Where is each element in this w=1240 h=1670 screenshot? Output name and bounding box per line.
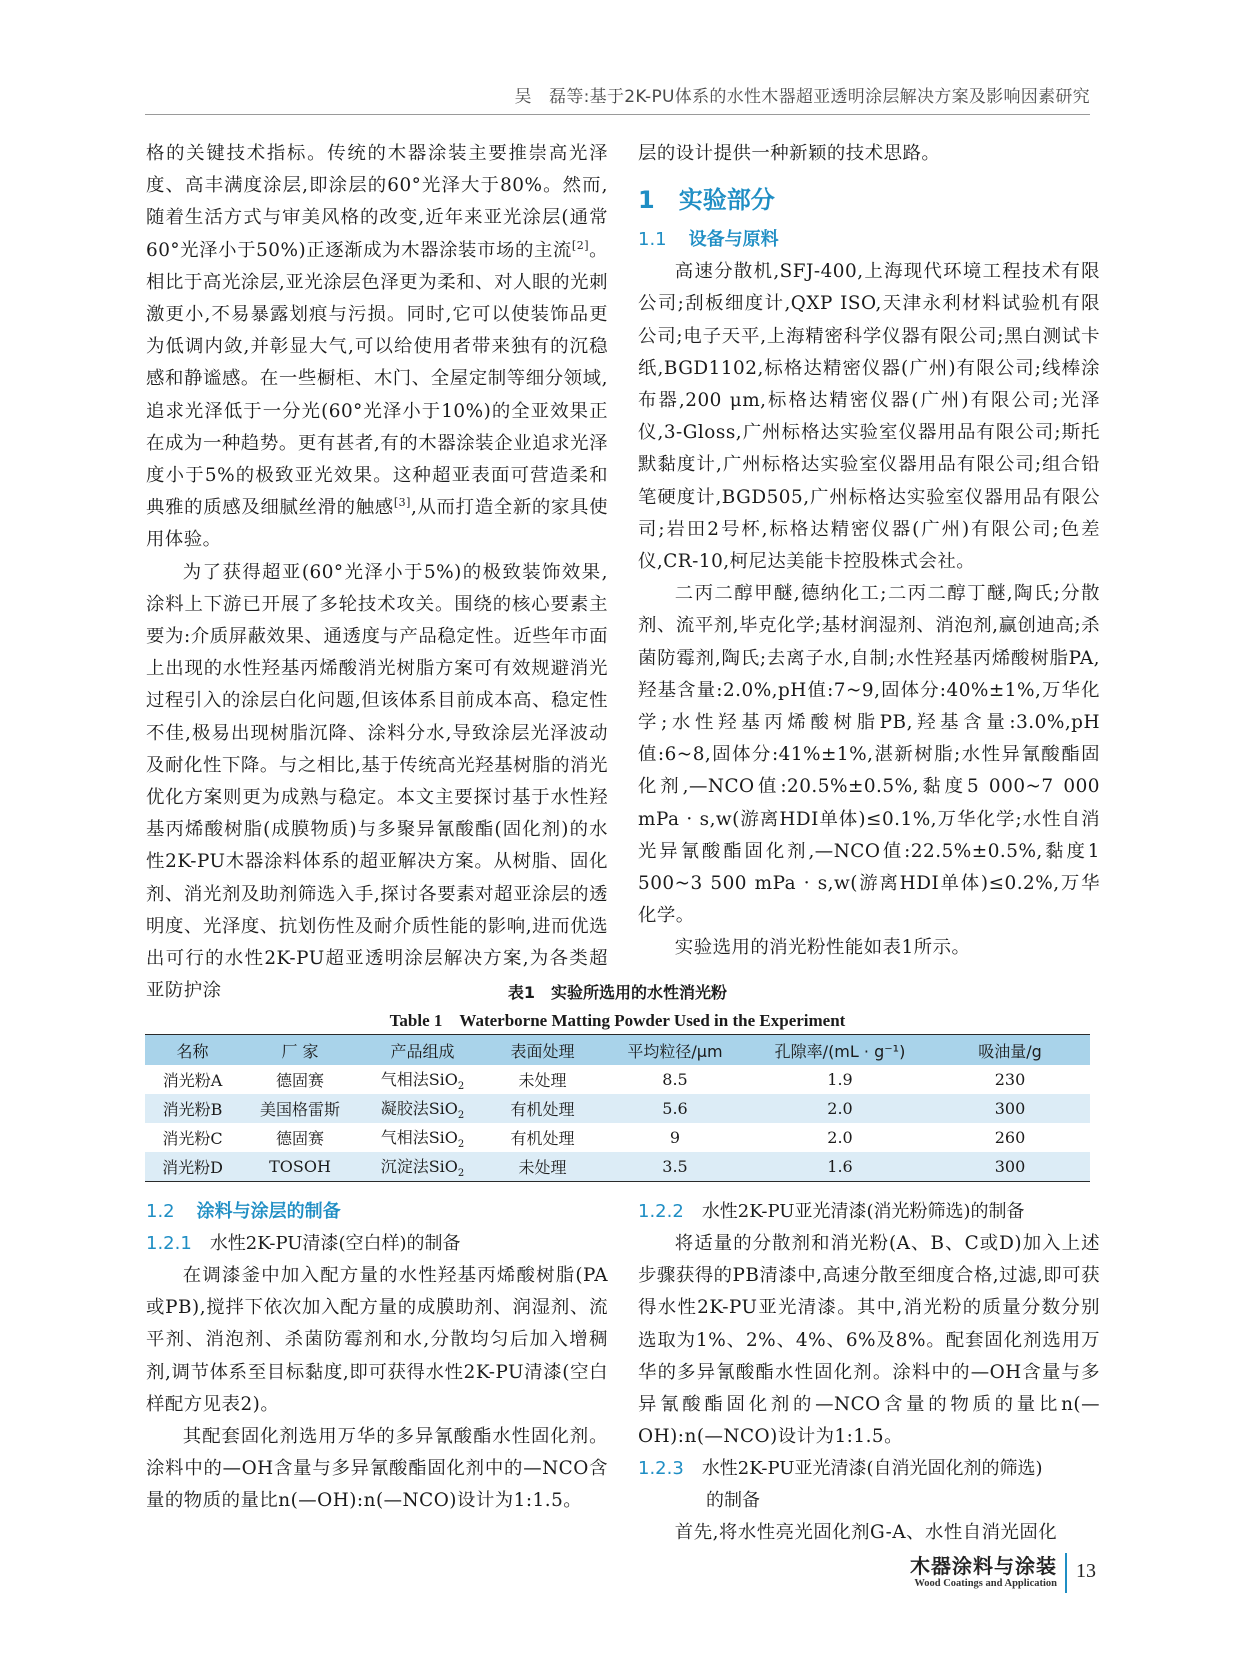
cell-text: 沉淀法SiO [380, 1156, 458, 1176]
paragraph-intro-end: 层的设计提供一种新颖的技术思路。 [638, 143, 941, 164]
table-cell: 美国格雷斯 [240, 1094, 360, 1123]
column-header: 平均粒径/μm [600, 1035, 750, 1066]
table-cell [360, 1152, 485, 1182]
table-cell: 未处理 [485, 1152, 600, 1182]
section-heading-1-2-2 [638, 1196, 1100, 1228]
table-cell: 消光粉D [145, 1152, 240, 1182]
section-heading-1-2-1 [146, 1228, 608, 1260]
cell-text: 凝胶法SiO [380, 1098, 458, 1118]
section-heading-1-2 [146, 1196, 608, 1228]
page-number: 13 [1076, 1560, 1096, 1582]
table-row [145, 1094, 1090, 1123]
right-column-bottom [638, 1196, 1100, 1550]
section-title: 水性2K-PU亚光清漆(自消光固化剂的筛选) [701, 1458, 1043, 1480]
section-heading-1-1 [638, 224, 1100, 256]
journal-title-en: Wood Coatings and Application [914, 1578, 1057, 1589]
citation-ref[interactable]: [3] [393, 496, 411, 510]
header-rule [145, 114, 1090, 115]
paragraph-self-matte: 首先,将水性亮光固化剂G-A、水性自消光固化 [674, 1522, 1058, 1544]
table-cell: 260 [994, 1128, 1026, 1147]
text-span: ,从而打造全新的家具使用体验。 [146, 497, 608, 551]
right-column-top [638, 138, 1100, 965]
paragraph-matte-prep: 将适量的分散剂和消光粉(A、B、C或D)加入上述步骤获得的PB清漆中,高速分散至细度合格,过滤,即可获得水性2K-PU亚光清漆。其中,消光粉的质量分数分别选取为1%、2%、4%、6%及8%。配套固化剂选用万华的多异氰酸酯水性固化剂。涂料中的—OH含量与多异氰酸酯固化剂的—NCO含量的物质的量比n(—OH):n(—NCO)设计为1:1.5。 [638, 1233, 1100, 1448]
table-cell: 8.5 [662, 1070, 688, 1089]
paragraph-intro-1 [146, 138, 608, 557]
left-column-top [146, 138, 608, 1007]
table-cell: 德固赛 [275, 1129, 324, 1148]
table-cell: 1.6 [750, 1152, 930, 1182]
table-caption-en: Table 1 Waterborne Matting Powder Used in the Experiment [389, 1011, 846, 1030]
column-header: 名称 [145, 1035, 240, 1066]
table-cell: 有机处理 [510, 1129, 575, 1148]
citation-ref[interactable]: [2] [571, 238, 589, 252]
table-cell: TOSOH [240, 1152, 360, 1182]
section-number: 1 [638, 186, 655, 215]
column-header: 表面处理 [485, 1035, 600, 1066]
table-cell: 消光粉A [162, 1071, 223, 1090]
section-heading-1 [638, 180, 1100, 220]
section-title: 设备与原料 [688, 229, 779, 251]
section-number: 1.2.2 [638, 1201, 684, 1222]
subscript: 2 [457, 1139, 465, 1151]
table-cell: 300 [930, 1152, 1090, 1182]
table-cell: 有机处理 [485, 1094, 600, 1123]
subscript: 2 [457, 1081, 465, 1093]
table-cell: 德固赛 [275, 1071, 324, 1090]
paragraph-blank-prep: 在调漆釜中加入配方量的水性羟基丙烯酸树脂(PA或PB),搅拌下依次加入配方量的成膜助剂、润湿剂、流平剂、消泡剂、杀菌防霉剂和水,分散均匀后加入增稠剂,调节体系至目标黏度,即可获得水性2K-PU清漆(空白样配方见表2)。 [146, 1265, 608, 1415]
table-cell [360, 1123, 485, 1152]
paragraph-intro-2: 为了获得超亚(60°光泽小于5%)的极致装饰效果,涂料上下游已开展了多轮技术攻关。围绕的核心要素主要为:介质屏蔽效果、通透度与产品稳定性。近些年市面上出现的水性羟基丙烯酸消光树脂方案可有效规避消光过程引入的涂层白化问题,但该体系目前成本高、稳定性不佳,极易出现树脂沉降、涂料分水,导致涂层光泽波动及耐化性下降。与之相比,基于传统高光羟基树脂的消光优化方案则更为成熟与稳定。本文主要探讨基于水性羟基丙烯酸树脂(成膜物质)与多聚异氰酸酯(固化剂)的水性2K-PU木器涂料体系的超亚解决方案。从树脂、固化剂、消光剂及助剂筛选入手,探讨各要素对超亚涂层的透明度、光泽度、抗划伤性及耐介质性能的影响,进而优选出可行的水性2K-PU超亚透明涂层解决方案,为各类超亚防护涂 [146, 561, 608, 1002]
footer-divider [1065, 1553, 1067, 1593]
table-cell: 消光粉C [162, 1129, 223, 1148]
table-row [145, 1123, 1090, 1152]
table-cell: 2.0 [827, 1128, 853, 1147]
table-cell [360, 1094, 485, 1123]
section-title: 水性2K-PU清漆(空白样)的制备 [209, 1233, 461, 1254]
section-heading-1-2-3 [638, 1453, 1100, 1517]
paragraph-equipment: 高速分散机,SFJ-400,上海现代环境工程技术有限公司;刮板细度计,QXP ISO,天津永利材料试验机有限公司;电子天平,上海精密科学仪器有限公司;黑白测试卡纸,BGD1102,标格达精密仪器(广州)有限公司;线棒涂布器,200 μm,标格达精密仪器(广州)有限公司;光泽仪,3-Gloss,广州标格达实验室仪器用品有限公司;斯托默黏度计,广州标格达实验室仪器用品有限公司;组合铅笔硬度计,BGD505,广州标格达实验室仪器用品有限公司;岩田2号杯,标格达精密仪器(广州)有限公司;色差仪,CR-10,柯尼达美能卡控股株式会社。 [638, 261, 1100, 573]
table-cell: 未处理 [518, 1071, 567, 1090]
table-header-row [145, 1035, 1090, 1066]
section-number: 1.1 [638, 229, 667, 251]
cell-text: 气相法SiO [380, 1127, 458, 1147]
paragraph-table-ref: 实验选用的消光粉性能如表1所示。 [674, 937, 971, 959]
subscript: 2 [457, 1110, 465, 1122]
column-header: 厂 家 [240, 1035, 360, 1066]
section-number: 1.2 [146, 1201, 175, 1222]
table-cell: 3.5 [600, 1152, 750, 1182]
table-cell: 2.0 [750, 1094, 930, 1123]
table-cell: 5.6 [600, 1094, 750, 1123]
table-row [145, 1065, 1090, 1094]
table-cell: 300 [930, 1094, 1090, 1123]
table-cell: 9 [669, 1128, 681, 1147]
text-span: 格的关键技术指标。传统的木器涂装主要推崇高光泽度、高丰满度涂层,即涂层的60°光泽大于80%。然而,随着生活方式与审美风格的改变,近年来亚光涂层(通常60°光泽小于50%)正逐渐成为木器涂装市场的主流 [146, 143, 608, 261]
table-cell: 1.9 [827, 1070, 853, 1089]
section-number: 1.2.3 [638, 1458, 684, 1480]
table-caption-zh: 表1 实验所选用的水性消光粉 [507, 983, 728, 1002]
table-cell: 消光粉B [145, 1094, 240, 1123]
section-title: 水性2K-PU亚光清漆(消光粉筛选)的制备 [701, 1201, 1025, 1222]
section-title: 涂料与涂层的制备 [196, 1201, 341, 1222]
left-column-bottom [146, 1196, 608, 1518]
paragraph-curing-agent: 其配套固化剂选用万华的多异氰酸酯水性固化剂。涂料中的—OH含量与多异氰酸酯固化剂中的—NCO含量的物质的量比n(—OH):n(—NCO)设计为1:1.5。 [146, 1426, 608, 1512]
paragraph-materials: 二丙二醇甲醚,德纳化工;二丙二醇丁醚,陶氏;分散剂、流平剂,毕克化学;基材润湿剂、消泡剂,赢创迪高;杀菌防霉剂,陶氏;去离子水,自制;水性羟基丙烯酸树脂PA,羟基含量:2.0%,pH值:7~9,固体分:40%±1%,万华化学;水性羟基丙烯酸树脂PB,羟基含量:3.0%,pH值:6~8,固体分:41%±1%,湛新树脂;水性异氰酸酯固化剂,—NCO值:20.5%±0.5%,黏度5 000~7 000 mPa · s,w(游离HDI单体)≤0.1%,万华化学;水性自消光异氰酸酯固化剂,—NCO值:22.5%±0.5%,黏度1 500~3 500 mPa · s,w(游离HDI单体)≤0.2%,万华化学。 [638, 583, 1100, 927]
column-header: 孔隙率/(mL · g⁻¹) [750, 1035, 930, 1066]
column-header: 吸油量/g [930, 1035, 1090, 1066]
matting-powder-table [145, 1034, 1090, 1182]
text-span: 。相比于高光涂层,亚光涂层色泽更为柔和、对人眼的光刺激更小,不易暴露划痕与污损。同时,它可以使装饰品更为低调内敛,并彰显大气,可以给使用者带来独有的沉稳感和静谧感。在一些橱柜、木门、全屋定制等细分领域,追求光泽低于一分光(60°光泽小于10%)的全亚效果正在成为一种趋势。更有甚者,有的木器涂装企业追求光泽度小于5%的极致亚光效果。这种超亚表面可营造柔和典雅的质感及细腻丝滑的触感 [146, 239, 608, 519]
journal-title: 木器涂料与涂装 [910, 1554, 1057, 1578]
running-header: 吴 磊等:基于2K-PU体系的水性木器超亚透明涂层解决方案及影响因素研究 [514, 87, 1090, 107]
section-title-continued: 的制备 [706, 1490, 760, 1512]
table-cell [360, 1065, 485, 1094]
column-header: 产品组成 [360, 1035, 485, 1066]
table-cell: 230 [994, 1070, 1026, 1089]
cell-text: 气相法SiO [380, 1069, 458, 1089]
table-row [145, 1152, 1090, 1182]
subscript: 2 [457, 1168, 465, 1180]
section-title: 实验部分 [678, 186, 775, 215]
section-number: 1.2.1 [146, 1233, 192, 1254]
